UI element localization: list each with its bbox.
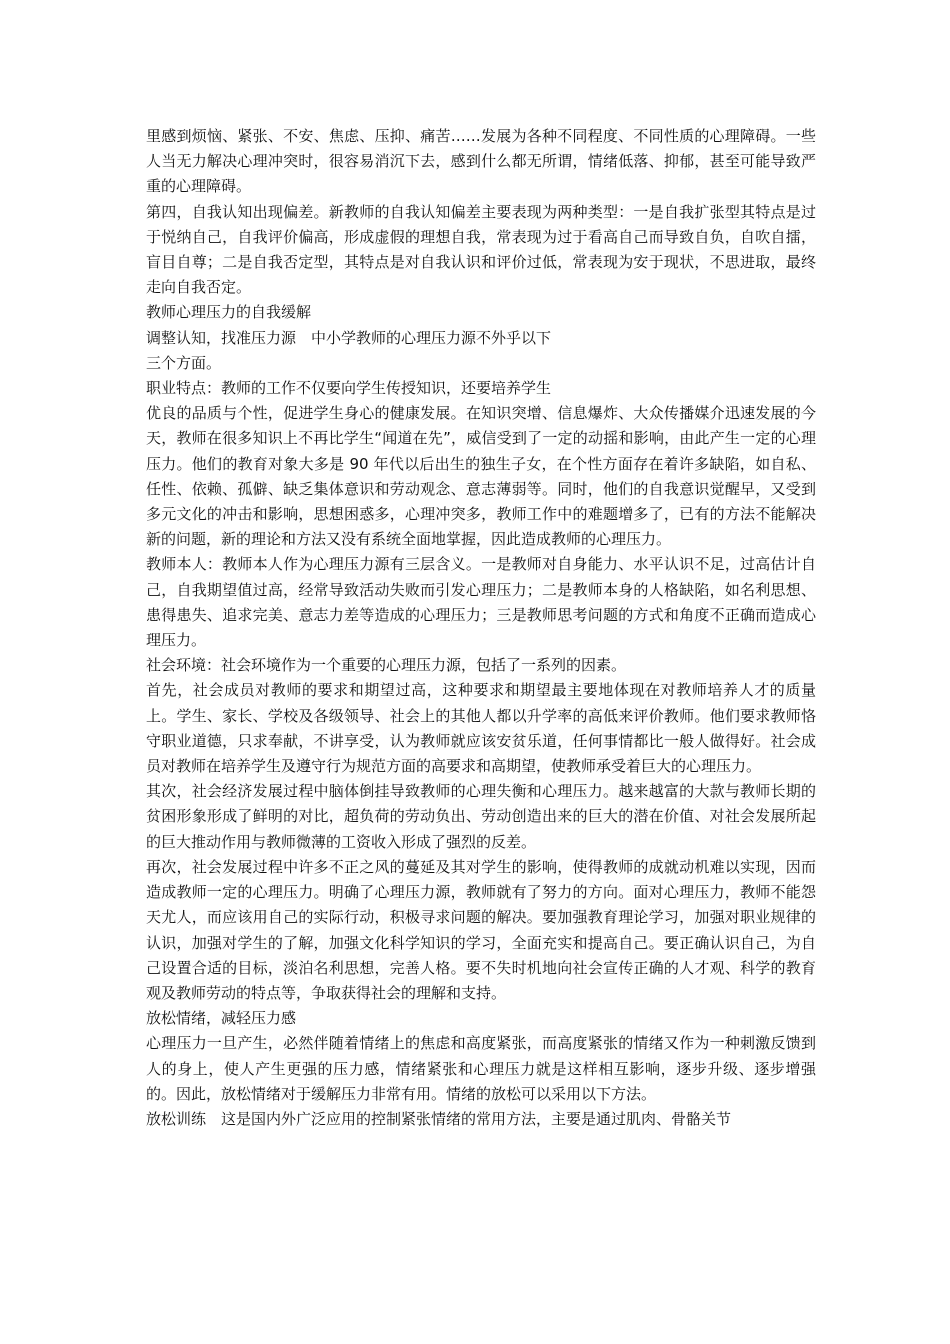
section-heading: 教师心理压力的自我缓解 bbox=[146, 303, 312, 322]
paragraph-first: 首先，社会成员对教师的要求和期望过高，这种要求和期望最主要地体现在对教师培养人才的质量上。学生、家长、学校及各级领导、社会上的其他人都以升学率的高低来评价教师。他们要求教师恪守职业道德，只求奉献，不讲享受，认为教师就应该安贫乐道，任何事情都比一般人做得好。社会成员对教师在培养学生及遵守行为规范方面的高要求和高期望，使教师承受着巨大的心理压力。 bbox=[146, 681, 816, 776]
paragraph-relax: 心理压力一旦产生，必然伴随着情绪上的焦虑和高度紧张，而高度紧张的情绪又作为一种刺激反馈到人的身上，使人产生更强的压力感，情绪紧张和心理压力就是这样相互影响，逐步升级、逐步增强的。因此，放松情绪对于缓解压力非常有用。情绪的放松可以采用以下方法。 bbox=[146, 1034, 816, 1103]
paragraph-occupation-intro: 职业特点：教师的工作不仅要向学生传授知识，还要培养学生 bbox=[146, 379, 552, 398]
paragraph-third: 再次，社会发展过程中许多不正之风的蔓延及其对学生的影响，使得教师的成就动机难以实现，因而造成教师一定的心理压力。明确了心理压力源，教师就有了努力的方向。面对心理压力，教师不能怨天尤人，而应该用自己的实际行动，积极寻求问题的解决。要加强教育理论学习，加强对职业规律的认识，加强对学生的了解，加强文化科学知识的学习，全面充实和提高自己。要正确认识自己，为自己设置合适的目标，淡泊名利思想，完善人格。要不失时机地向社会宣传正确的人才观、科学的教育观及教师劳动的特点等，争取获得社会的理解和支持。 bbox=[146, 857, 816, 1002]
paragraph-text: 三个方面。 bbox=[146, 353, 222, 372]
paragraph-teacher-self: 教师本人：教师本人作为心理压力源有三层含义。一是教师对自身能力、水平认识不足，过高估计自己，自我期望值过高，经常导致活动失败而引发心理压力；二是教师本身的人格缺陷，如名利思想、患得患失、追求完美、意志力差等造成的心理压力；三是教师思考问题的方式和角度不正确而造成心理压力。 bbox=[146, 555, 816, 650]
paragraph-self-cognition: 第四，自我认知出现偏差。新教师的自我认知偏差主要表现为两种类型：一是自我扩张型其特点是过于悦纳自己，自我评价偏高，形成虚假的理想自我，常表现为过于看高自己而导致自负，自吹自擂，盲目自尊；二是自我否定型，其特点是对自我认识和评价过低，常表现为安于现状，不思进取，最终走向自我否定。 bbox=[146, 202, 816, 297]
subheading-adjust-cognition: 调整认知，找准压力源 中小学教师的心理压力源不外乎以下 bbox=[146, 328, 552, 347]
subheading-relax: 放松情绪，减轻压力感 bbox=[146, 1009, 297, 1028]
document-page bbox=[146, 124, 816, 1132]
paragraph-social-env: 社会环境：社会环境作为一个重要的心理压力源，包括了一系列的因素。 bbox=[146, 656, 627, 675]
paragraph-relax-training: 放松训练 这是国内外广泛应用的控制紧张情绪的常用方法，主要是通过肌肉、骨骼关节 bbox=[146, 1109, 732, 1128]
paragraph-second: 其次，社会经济发展过程中脑体倒挂导致教师的心理失衡和心理压力。越来越富的大款与教师长期的贫困形象形成了鲜明的对比，超负荷的劳动负出、劳动创造出来的巨大的潜在价值、对社会发展所起的巨大推动作用与教师微薄的工资收入形成了强烈的反差。 bbox=[146, 782, 816, 851]
paragraph-continuation: 里感到烦恼、紧张、不安、焦虑、压抑、痛苦……发展为各种不同程度、不同性质的心理障碍。一些人当无力解决心理冲突时，很容易消沉下去，感到什么都无所谓，情绪低落、抑郁，甚至可能导致严重的心理障碍。 bbox=[146, 127, 816, 196]
paragraph-occupation: 优良的品质与个性，促进学生身心的健康发展。在知识突增、信息爆炸、大众传播媒介迅速发展的今天，教师在很多知识上不再比学生“闻道在先”，威信受到了一定的动摇和影响，由此产生一定的心理压力。他们的教育对象大多是 90 年代以后出生的独生子女，在个性方面存在着许多缺陷，如自私、任性、依赖、孤僻、缺乏集体意识和劳动观念、意志薄弱等。同时，他们的自我意识觉醒早，又受到多元文化的冲击和影响，思想困惑多，心理冲突多，教师工作中的难题增多了，已有的方法不能解决新的问题，新的理论和方法又没有系统全面地掌握，因此造成教师的心理压力。 bbox=[146, 404, 816, 549]
